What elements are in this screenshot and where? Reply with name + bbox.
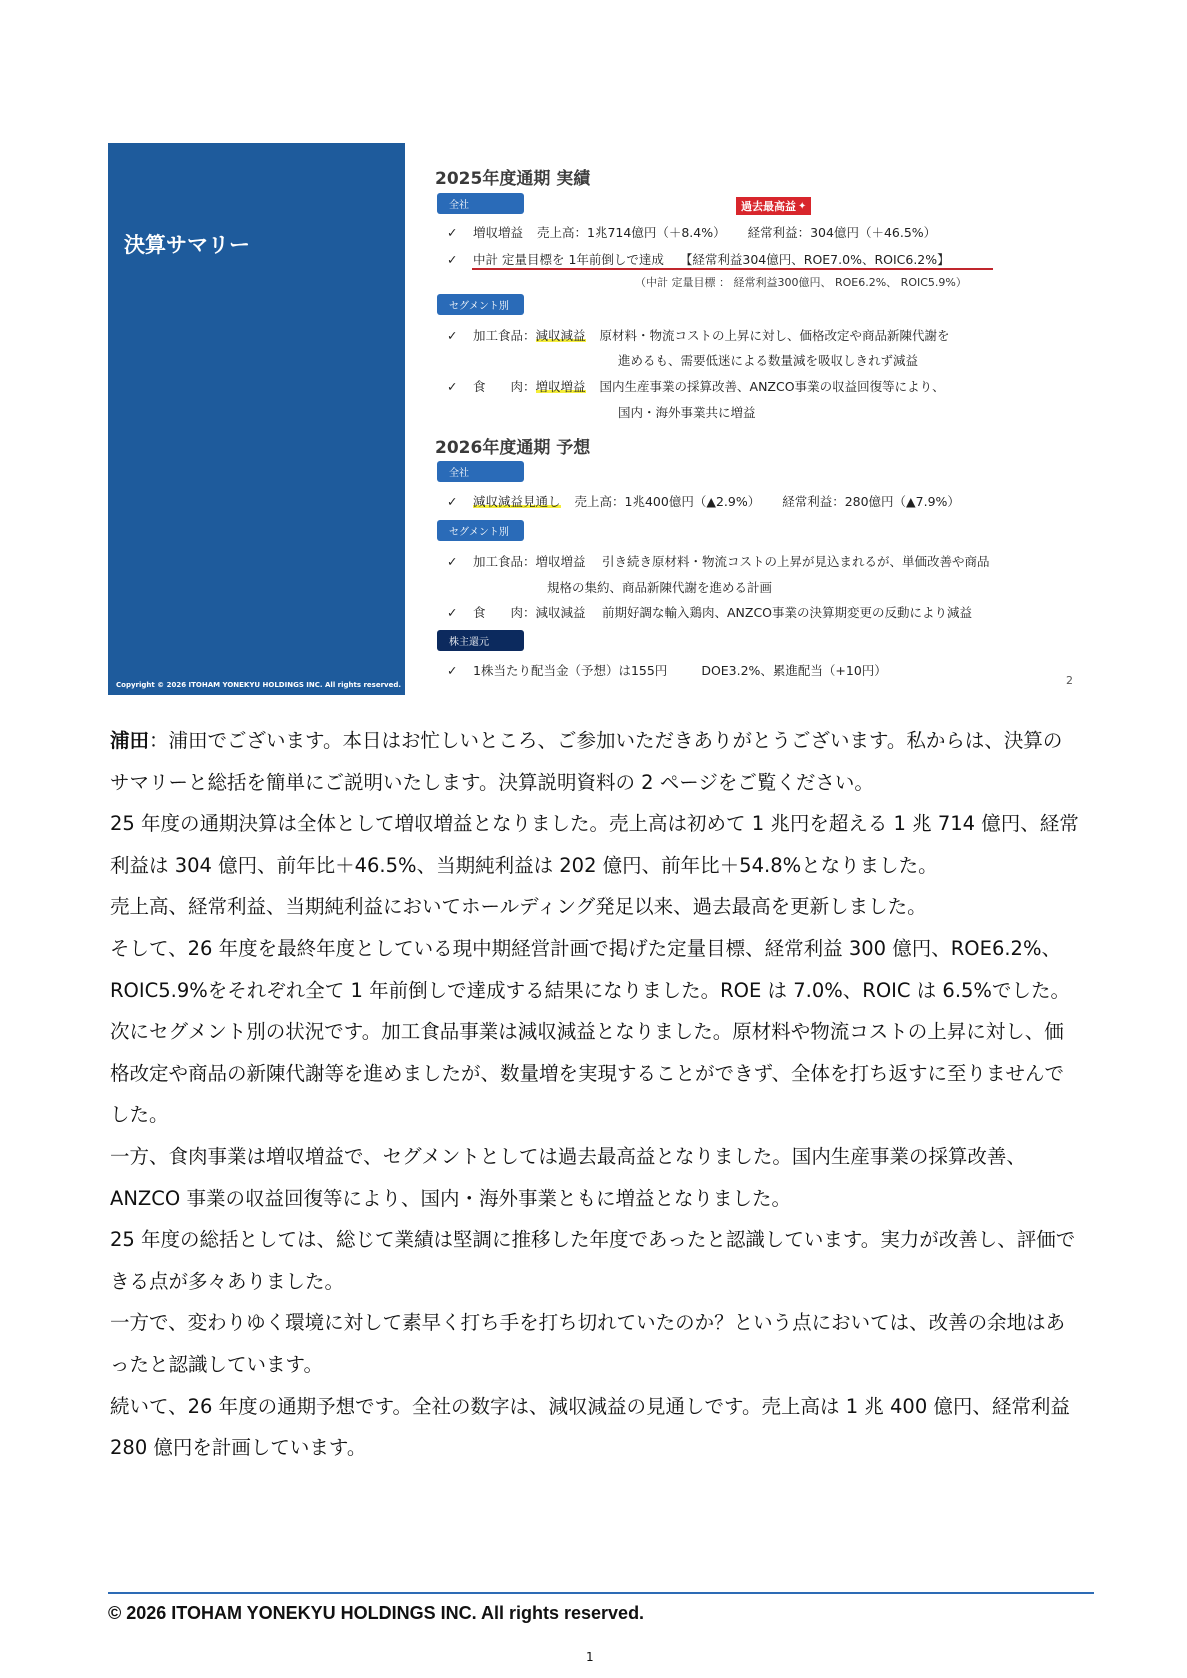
fy2026-row1-label: 減収減益見通し — [473, 494, 561, 509]
fy2025-target-note: （中計 定量目標 ： 経常利益300億円、 ROE6.2%、 ROIC5.9%） — [635, 276, 967, 289]
segment-badge-2025: セグメント別 — [437, 294, 524, 315]
fy2026-row1 — [447, 492, 960, 510]
paragraph: 25 年度の通期決算は全体として増収増益となりました。売上高は初めて 1 兆円を超える 1 兆 714 億円、経常利益は 304 億円、前年比＋46.5%、当期純利益は 202 億円、前年比＋54.8%となりました。 — [110, 812, 1079, 877]
fy2025-heading: 2025年度通期 実績 — [435, 169, 591, 189]
check-icon: ✓ — [447, 252, 458, 267]
fy2026-seg1-line2: 規格の集約、商品新陳代謝を進める計画 — [547, 580, 773, 595]
fy2025-profit: 経常利益：304億円（＋46.5%） — [747, 225, 937, 240]
fy2025-seg1-name: 加工食品： — [473, 328, 536, 343]
fy2025-seg1-line1: 原材料・物流コストの上昇に対し、価格改定や商品新陳代謝を — [599, 328, 950, 343]
check-icon: ✓ — [447, 379, 458, 394]
fy2025-row2-label: 中計 定量目標を 1年前倒しで達成 — [473, 252, 664, 267]
check-icon: ✓ — [447, 328, 458, 343]
paragraph — [110, 720, 1080, 803]
fy2025-row1 — [447, 223, 936, 241]
check-icon: ✓ — [447, 663, 458, 678]
paragraph: 売上高、経常利益、当期純利益においてホールディング発足以来、過去最高を更新しました。 — [110, 895, 927, 919]
slide-title-panel — [108, 143, 405, 695]
check-icon: ✓ — [447, 494, 458, 509]
footer-copyright: © 2026 ITOHAM YONEKYU HOLDINGS INC. All rights reserved. — [108, 1603, 645, 1623]
check-icon: ✓ — [447, 605, 458, 620]
fy2025-seg2-result: 増収増益 — [535, 379, 586, 394]
fy2025-seg1 — [447, 326, 950, 344]
paragraph-text: ：浦田でございます。本日はお忙しいところ、ご参加いただきありがとうございます。私からは、決算のサマリーと総括を簡単にご説明いたします。決算説明資料の 2 ページをご覧ください。 — [110, 729, 1063, 794]
fy2025-seg2 — [447, 377, 945, 395]
sparkle-icon: ✦ — [798, 200, 807, 212]
transcript-body — [110, 720, 1080, 1469]
company-badge-2026: 全社 — [437, 461, 524, 482]
fy2026-profit: 経常利益：280億円（▲7.9%） — [782, 494, 960, 509]
check-icon: ✓ — [447, 554, 458, 569]
segment-badge-2026: セグメント別 — [437, 520, 524, 541]
fy2025-seg2-name: 食 肉： — [473, 379, 536, 394]
fy2026-seg1-text: 加工食品：増収増益 引き続き原材料・物流コストの上昇が見込まれるが、単価改善や商品 — [473, 554, 990, 569]
slide-page-number: 2 — [1066, 674, 1073, 687]
paragraph: 一方、食肉事業は増収増益で、セグメントとしては過去最高益となりました。国内生産事業の採算改善、ANZCO 事業の収益回復等により、国内・海外事業ともに増益となりました。 — [110, 1144, 1026, 1210]
fy2025-row2-detail: 【経常利益304億円、ROE7.0%、ROIC6.2%】 — [679, 252, 950, 267]
fy2026-seg1 — [447, 552, 989, 570]
fy2026-seg2 — [447, 603, 972, 621]
record-profit-badge — [736, 197, 811, 215]
emphasis-underline — [472, 268, 993, 270]
slide-title: 決算サマリー — [124, 233, 250, 257]
speaker-name: 浦田 — [110, 729, 150, 752]
fy2025-seg1-line2: 進めるも、需要低迷による数量減を吸収しきれず減益 — [618, 353, 919, 368]
check-icon: ✓ — [447, 225, 458, 240]
shareholder-badge: 株主還元 — [437, 630, 524, 651]
slide-copyright: Copyright © 2026 ITOHAM YONEKYU HOLDINGS INC. All rights reserved. — [116, 681, 401, 689]
company-badge-2025: 全社 — [437, 193, 524, 214]
fy2026-heading: 2026年度通期 予想 — [435, 438, 591, 458]
paragraph: 一方で、変わりゆく環境に対して素早く打ち手を打ち切れていたのか？という点においては、改善の余地はあったと認識しています。 — [110, 1311, 1066, 1376]
paragraph: そして、26 年度を最終年度としている現中期経営計画で掲げた定量目標、経常利益 300 億円、ROE6.2%、ROIC5.9%をそれぞれ全て 1 年前倒しで達成する結果になりました。ROE は 7.0%、ROIC は 6.5%でした。 — [110, 936, 1070, 1002]
paragraph: 25 年度の総括としては、総じて業績は堅調に推移した年度であったと認識しています。実力が改善し、評価できる点が多々ありました。 — [110, 1228, 1076, 1293]
fy2025-row1-label: 増収増益 — [473, 225, 524, 240]
fy2025-seg2-line2: 国内・海外事業共に増益 — [618, 405, 756, 420]
footer-divider — [108, 1592, 1094, 1594]
paragraph: 続いて、26 年度の通期予想です。全社の数字は、減収減益の見通しです。売上高は 1 兆 400 億円、経常利益 280 億円を計画しています。 — [110, 1394, 1070, 1460]
fy2026-sales: 売上高：1兆400億円（▲2.9%） — [574, 494, 761, 509]
dividend-main: 1株当たり配当金（予想）は155円 — [473, 663, 668, 678]
fy2025-seg1-result: 減収減益 — [535, 328, 586, 343]
paragraph: 次にセグメント別の状況です。加工食品事業は減収減益となりました。原材料や物流コストの上昇に対し、価格改定や商品の新陳代謝等を進めましたが、数量増を実現することができず、全体を打ち返すに至りませんでした。 — [110, 1020, 1064, 1127]
record-profit-label: 過去最高益 — [741, 200, 796, 213]
page-number: 1 — [586, 1650, 594, 1664]
dividend-detail: DOE3.2%、累進配当（+10円） — [701, 663, 887, 678]
fy2025-seg2-line1: 国内生産事業の採算改善、ANZCO事業の収益回復等により、 — [599, 379, 945, 394]
dividend-row — [447, 661, 887, 679]
fy2026-seg2-text: 食 肉：減収減益 前期好調な輸入鶏肉、ANZCO事業の決算期変更の反動により減益 — [473, 605, 973, 620]
fy2025-row2 — [447, 250, 950, 268]
fy2025-sales: 売上高：1兆714億円（＋8.4%） — [537, 225, 726, 240]
